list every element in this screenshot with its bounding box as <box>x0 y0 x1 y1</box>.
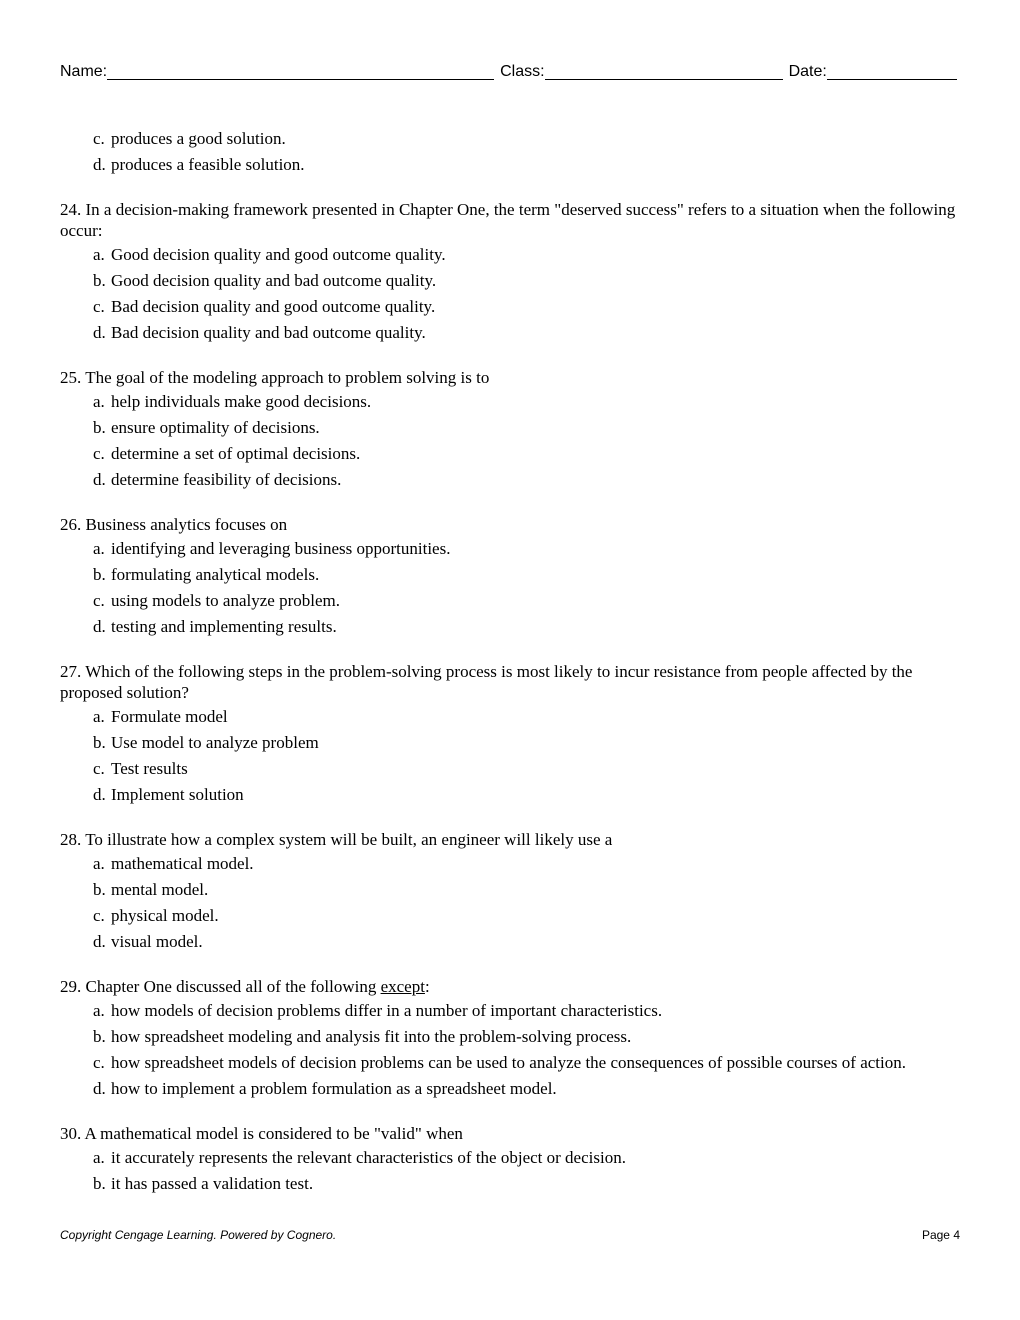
choice-a <box>93 1000 960 1021</box>
choice-text: how to implement a problem formulation as a spreadsheet model. <box>111 1079 557 1098</box>
question-28 <box>60 829 960 952</box>
choice-letter: d. <box>93 932 106 951</box>
choice-d <box>93 322 960 343</box>
choice-b <box>93 732 960 753</box>
choice-a <box>93 853 960 874</box>
choice-letter: a. <box>93 392 105 411</box>
choice-letter: b. <box>93 418 106 437</box>
choice-c <box>93 1052 960 1073</box>
question-25 <box>60 367 960 490</box>
choice-a <box>93 244 960 265</box>
question-27 <box>60 661 960 805</box>
question-stem <box>60 976 960 997</box>
choice-text: it has passed a validation test. <box>111 1174 314 1193</box>
choice-letter: a. <box>93 245 105 264</box>
page-footer <box>60 1228 960 1242</box>
question-stem: 25. The goal of the modeling approach to problem solving is to <box>60 368 490 387</box>
stem-suffix: : <box>424 977 430 996</box>
choice-text: it accurately represents the relevant characteristics of the object or decision. <box>111 1148 626 1167</box>
choice-letter: a. <box>93 854 105 873</box>
choice-text: Bad decision quality and bad outcome quality. <box>111 323 426 342</box>
choice-b <box>93 270 960 291</box>
choice-text: how spreadsheet modeling and analysis fit into the problem-solving process. <box>111 1027 632 1046</box>
question-stem: 27. Which of the following steps in the problem-solving process is most likely to incur resistance from people affected by the proposed solution? <box>60 662 913 702</box>
question-30 <box>60 1123 960 1194</box>
name-label: Name: <box>60 63 108 80</box>
worksheet-header <box>60 58 960 82</box>
choice-c <box>93 590 960 611</box>
choice-letter: c. <box>93 297 105 316</box>
date-label: Date: <box>788 63 827 80</box>
choice-a <box>93 391 960 412</box>
choice-c <box>93 128 960 149</box>
choice-letter: d. <box>93 323 106 342</box>
choice-letter: d. <box>93 1079 106 1098</box>
choice-text: determine feasibility of decisions. <box>111 470 342 489</box>
choice-d <box>93 784 960 805</box>
choice-letter: c. <box>93 906 105 925</box>
choice-text: Good decision quality and good outcome quality. <box>111 245 446 264</box>
name-blank-line <box>107 60 494 80</box>
choice-letter: b. <box>93 565 106 584</box>
choice-text: testing and implementing results. <box>111 617 337 636</box>
choice-a <box>93 706 960 727</box>
question-29 <box>60 976 960 1099</box>
date-blank-line <box>827 60 957 80</box>
choice-text: mental model. <box>111 880 209 899</box>
copyright-text: Copyright Cengage Learning. Powered by Cognero. <box>60 1228 337 1242</box>
choice-letter: c. <box>93 444 105 463</box>
choice-text: ensure optimality of decisions. <box>111 418 320 437</box>
choice-text: how models of decision problems differ in a number of important characteristics. <box>111 1001 663 1020</box>
choice-letter: b. <box>93 733 106 752</box>
choice-b <box>93 1026 960 1047</box>
question-stem: 30. A mathematical model is considered to be "valid" when <box>60 1124 463 1143</box>
choice-text: Formulate model <box>111 707 228 726</box>
choice-text: Implement solution <box>111 785 244 804</box>
choice-text: Bad decision quality and good outcome quality. <box>111 297 436 316</box>
page-number: Page 4 <box>921 1228 960 1242</box>
choice-letter: a. <box>93 1148 105 1167</box>
choice-a <box>93 538 960 559</box>
choice-text: help individuals make good decisions. <box>111 392 372 411</box>
choice-d <box>93 931 960 952</box>
choice-b <box>93 879 960 900</box>
question-26 <box>60 514 960 637</box>
choice-c <box>93 905 960 926</box>
choice-text: produces a good solution. <box>111 129 286 148</box>
choice-text: using models to analyze problem. <box>111 591 340 610</box>
choice-text: determine a set of optimal decisions. <box>111 444 361 463</box>
choice-letter: d. <box>93 617 106 636</box>
choice-letter: c. <box>93 129 105 148</box>
choice-text: Use model to analyze problem <box>111 733 319 752</box>
stem-underlined-word: except <box>380 977 425 996</box>
choice-text: produces a feasible solution. <box>111 155 305 174</box>
choice-d <box>93 1078 960 1099</box>
class-blank-line <box>545 60 783 80</box>
choice-c <box>93 296 960 317</box>
choice-c <box>93 758 960 779</box>
choice-letter: a. <box>93 539 105 558</box>
choice-d <box>93 616 960 637</box>
choice-d <box>93 469 960 490</box>
choice-a <box>93 1147 960 1168</box>
choice-letter: b. <box>93 880 106 899</box>
choice-text: Good decision quality and bad outcome quality. <box>111 271 437 290</box>
choice-letter: a. <box>93 1001 105 1020</box>
choice-letter: d. <box>93 155 106 174</box>
question-stem: 24. In a decision-making framework presented in Chapter One, the term "deserved success" refers to a situation when the following occur: <box>60 200 956 240</box>
question-stem: 28. To illustrate how a complex system will be built, an engineer will likely use a <box>60 830 613 849</box>
choice-b <box>93 564 960 585</box>
choice-text: visual model. <box>111 932 203 951</box>
choice-text: how spreadsheet models of decision problems can be used to analyze the consequences of possible courses of action. <box>111 1053 906 1072</box>
choice-letter: a. <box>93 707 105 726</box>
continued-question <box>60 128 960 175</box>
choice-letter: c. <box>93 759 105 778</box>
class-label: Class: <box>500 63 545 80</box>
choice-letter: d. <box>93 785 106 804</box>
choice-b <box>93 1173 960 1194</box>
choice-letter: b. <box>93 1027 106 1046</box>
choice-text: identifying and leveraging business opportunities. <box>111 539 451 558</box>
choice-text: Test results <box>111 759 188 778</box>
choice-letter: b. <box>93 1174 106 1193</box>
question-stem: 26. Business analytics focuses on <box>60 515 288 534</box>
choice-letter: d. <box>93 470 106 489</box>
choice-text: formulating analytical models. <box>111 565 320 584</box>
choice-b <box>93 417 960 438</box>
stem-prefix: 29. Chapter One discussed all of the following <box>60 977 381 996</box>
choice-text: physical model. <box>111 906 219 925</box>
questions-content <box>60 128 960 1218</box>
choice-letter: c. <box>93 591 105 610</box>
choice-d <box>93 154 960 175</box>
choice-text: mathematical model. <box>111 854 254 873</box>
question-24 <box>60 199 960 343</box>
choice-letter: b. <box>93 271 106 290</box>
choice-c <box>93 443 960 464</box>
choice-letter: c. <box>93 1053 105 1072</box>
